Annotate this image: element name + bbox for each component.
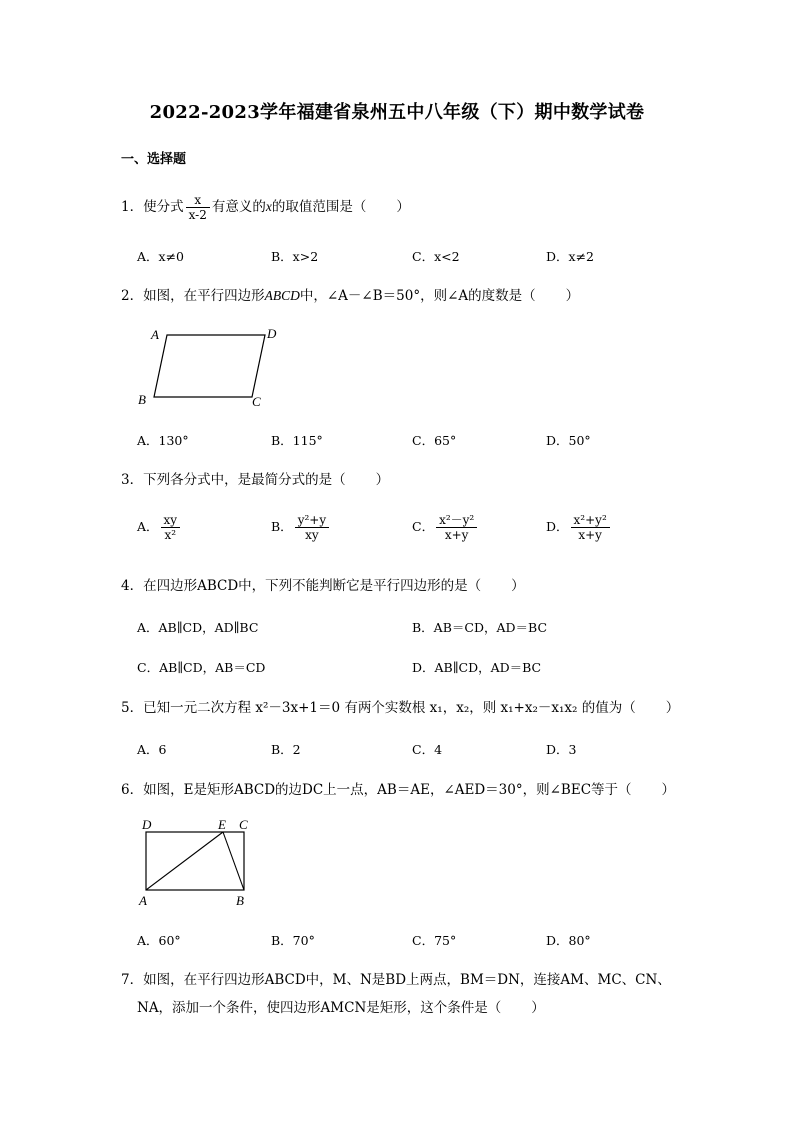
q3-b-numerator: y²+y xyxy=(295,513,329,528)
q3-option-a[interactable] xyxy=(137,513,182,542)
q4-close-paren: ） xyxy=(511,578,525,594)
q6-option-b[interactable]: B．70° xyxy=(271,933,315,948)
q6-label-b: B xyxy=(236,893,244,908)
q3-c-numerator: x²－y² xyxy=(436,513,477,528)
question-7-line-1: 7．如图，在平行四边形ABCD中，M、N是BD上两点，BM＝DN，连接AM、MC、CN、 xyxy=(121,972,671,988)
question-4 xyxy=(121,576,525,596)
q1-option-d[interactable]: D．x≠2 xyxy=(546,249,594,264)
q3-d-denominator: x+y xyxy=(578,528,602,542)
q1-fraction-numerator: x xyxy=(186,193,210,208)
q2-parallelogram-figure xyxy=(130,320,290,412)
q3-text: 3．下列各分式中，是最简分式的是（ xyxy=(121,472,346,488)
q3-option-d[interactable] xyxy=(546,513,612,542)
q3-option-c[interactable] xyxy=(412,513,479,542)
q2-abcd: ABCD xyxy=(264,288,300,303)
question-7-line-2 xyxy=(137,998,545,1018)
q3-a-numerator: xy xyxy=(161,513,181,528)
q2-label-b: B xyxy=(138,392,146,407)
q6-label-c: C xyxy=(239,817,248,832)
q1-option-a[interactable]: A．x≠0 xyxy=(137,249,185,264)
question-5 xyxy=(121,698,679,718)
q3-close-paren: ） xyxy=(375,472,390,488)
question-2 xyxy=(121,286,579,306)
segment-eb xyxy=(223,832,244,890)
q2-label-a: A xyxy=(151,327,159,342)
q1-close-paren: ） xyxy=(396,199,410,215)
q2-option-b[interactable]: B．115° xyxy=(271,433,323,448)
q1-fraction xyxy=(186,193,210,222)
question-1 xyxy=(121,193,410,222)
q1-text-after: 有意义的 xyxy=(211,199,266,215)
q3-option-d-letter: D． xyxy=(546,519,569,534)
q4-option-d[interactable]: D．AB∥CD，AD＝BC xyxy=(412,660,542,675)
q2-option-d[interactable]: D．50° xyxy=(546,433,591,448)
q5-option-d[interactable]: D．3 xyxy=(546,742,577,757)
q2-option-c[interactable]: C．65° xyxy=(412,433,457,448)
q4-option-b[interactable]: B．AB＝CD，AD＝BC xyxy=(412,620,548,635)
section-heading: 一、选择题 xyxy=(121,152,187,167)
q6-label-d: D xyxy=(142,817,152,832)
page-title: 2022-2023学年福建省泉州五中八年级（下）期中数学试卷 xyxy=(149,102,645,123)
q3-option-a-letter: A． xyxy=(137,519,159,534)
q5-option-b[interactable]: B．2 xyxy=(271,742,301,757)
q3-option-b[interactable] xyxy=(271,513,331,542)
q3-option-b-letter: B． xyxy=(271,519,293,534)
q3-c-denominator: x+y xyxy=(444,528,469,542)
question-3 xyxy=(121,470,389,490)
q2-label-c: C xyxy=(252,394,261,409)
q6-label-e: E xyxy=(218,817,226,832)
q5-option-c[interactable]: C．4 xyxy=(412,742,443,757)
q2-text-b: 中，∠A－∠B＝50°，则∠A的度数是（ xyxy=(299,288,536,304)
q7-close-paren: ） xyxy=(531,1000,545,1016)
q6-option-a[interactable]: A．60° xyxy=(137,933,181,948)
q5-text: 5．已知一元二次方程 x²－3x+1＝0 有两个实数根 x₁，x₂，则 x₁+x₂－x₁x₂ 的值为（ xyxy=(121,700,636,716)
q5-option-a[interactable]: A．6 xyxy=(137,742,167,757)
q4-text: 4．在四边形ABCD中，下列不能判断它是平行四边形的是（ xyxy=(121,578,482,594)
segment-ae xyxy=(146,832,223,890)
parallelogram-shape xyxy=(154,335,265,397)
q2-text-a: 2．如图，在平行四边形 xyxy=(121,288,265,304)
q7-line2-text: NA，添加一个条件，使四边形AMCN是矩形，这个条件是（ xyxy=(137,1000,502,1016)
q1-option-b[interactable]: B．x>2 xyxy=(271,249,319,264)
q3-d-numerator: x²+y² xyxy=(571,513,610,528)
q2-label-d: D xyxy=(267,326,277,341)
q3-b-denominator: xy xyxy=(305,528,319,542)
question-6 xyxy=(121,780,675,800)
q6-rectangle-figure xyxy=(130,814,260,910)
q4-option-c[interactable]: C．AB∥CD，AB＝CD xyxy=(137,660,266,675)
q2-close-paren: ） xyxy=(565,288,580,304)
q1-text-before: 1．使分式 xyxy=(121,199,184,215)
q2-option-a[interactable]: A．130° xyxy=(137,433,189,448)
q3-option-c-letter: C． xyxy=(412,519,435,534)
q1-variable: x xyxy=(265,199,272,214)
q6-close-paren: ） xyxy=(661,782,676,798)
q6-option-d[interactable]: D．80° xyxy=(546,933,591,948)
q1-text-after2: 的取值范围是（ xyxy=(271,199,367,215)
q6-option-c[interactable]: C．75° xyxy=(412,933,457,948)
q3-a-denominator: x² xyxy=(164,528,177,542)
q5-close-paren: ） xyxy=(665,700,680,716)
rectangle-shape xyxy=(146,832,244,890)
q6-text: 6．如图，E是矩形ABCD的边DC上一点，AB＝AE，∠AED＝30°，则∠BEC等于（ xyxy=(121,782,632,798)
q1-fraction-denominator: x-2 xyxy=(188,208,207,222)
q6-label-a: A xyxy=(139,893,147,908)
q1-option-c[interactable]: C．x<2 xyxy=(412,249,460,264)
q4-option-a[interactable]: A．AB∥CD，AD∥BC xyxy=(137,620,259,635)
